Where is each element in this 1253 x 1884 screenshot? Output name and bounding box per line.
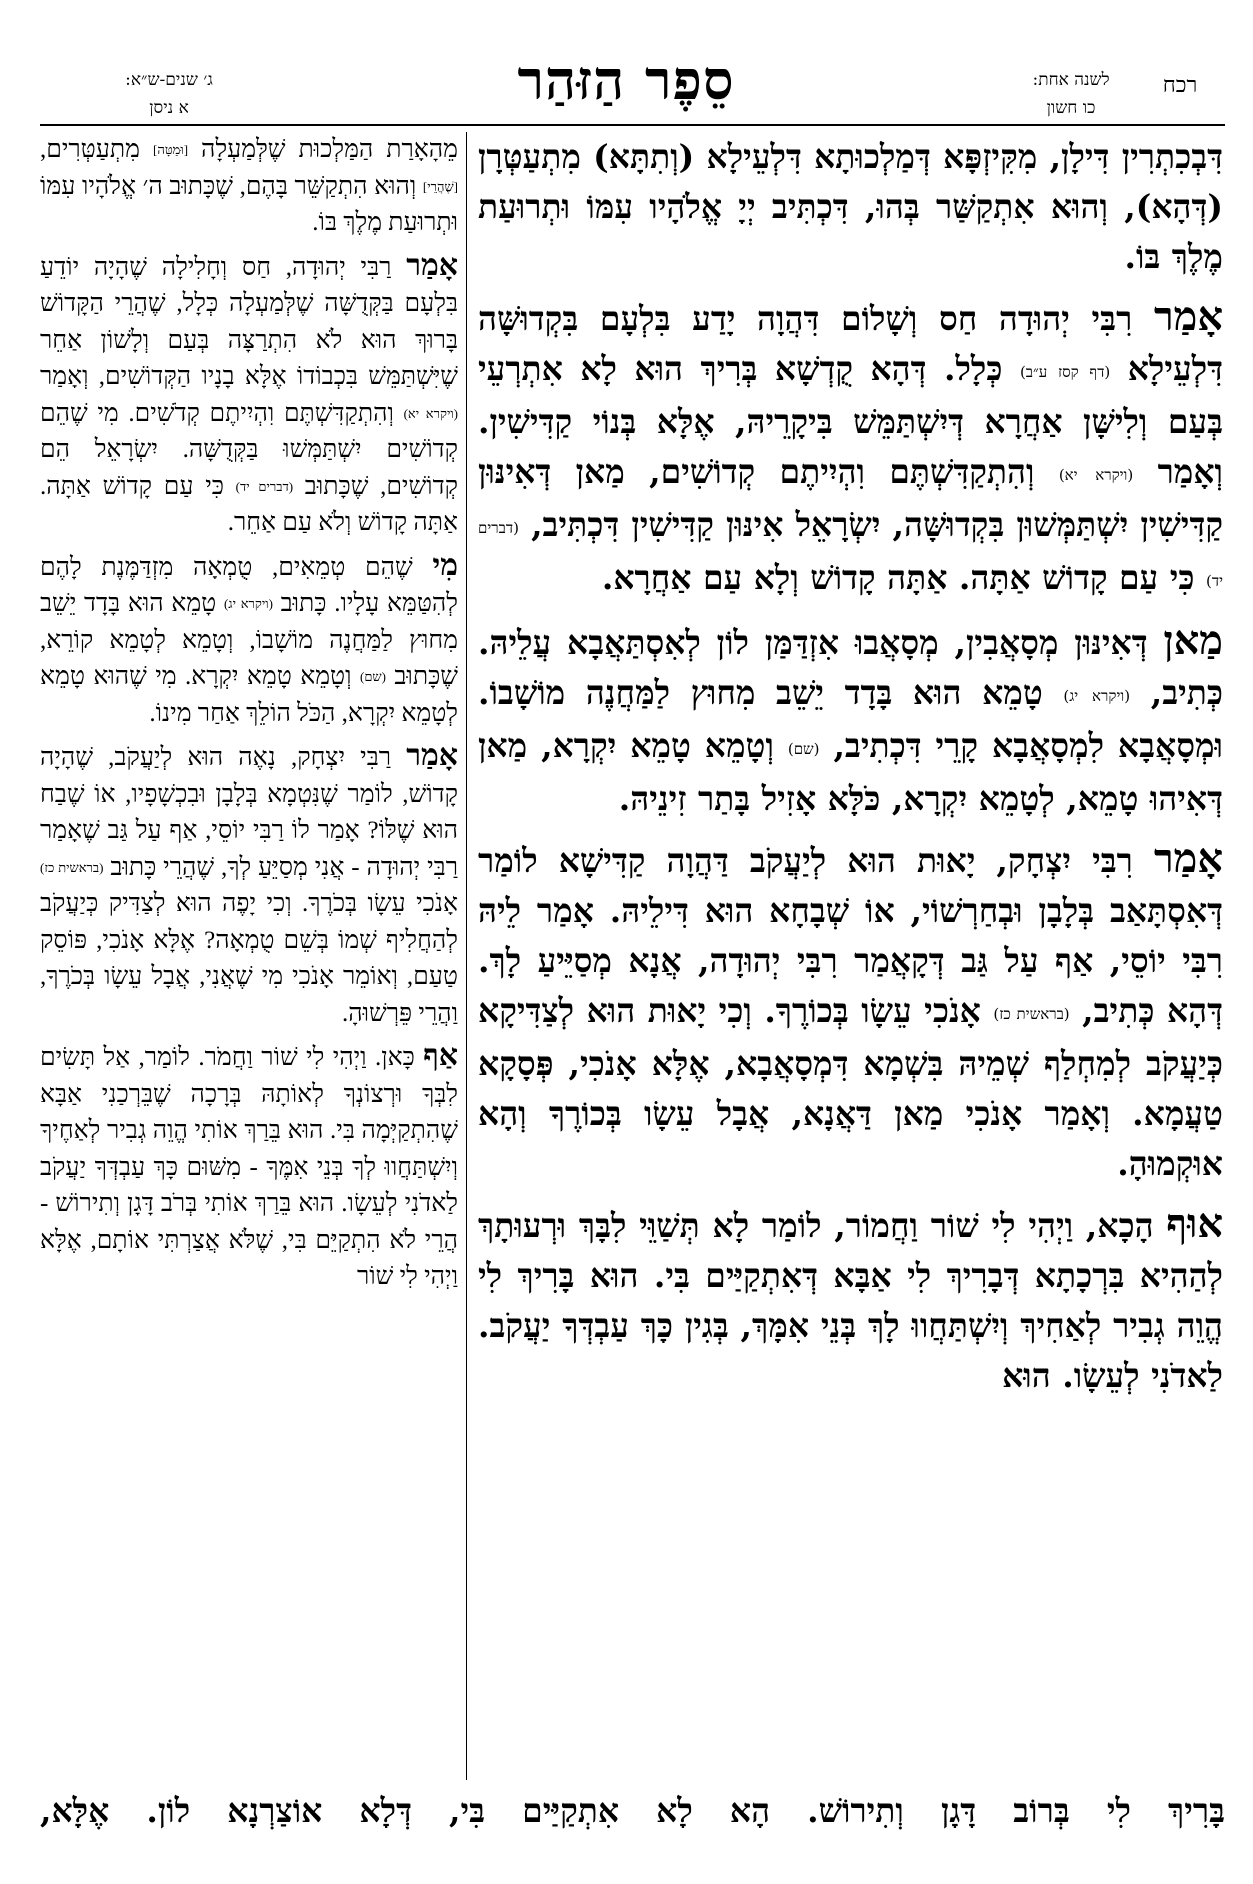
daily-cycle-box [1001,66,1141,122]
main-paragraph-5 [478,1199,1223,1401]
side-p3-text-b: טָמֵא הוּא בָּדָד יֵשֵׁב מִחוּץ לַמַּחֲנֶה מוֹשָׁבוֹ, וְטָמֵא לְטָמֵא קוֹרֵא, שֶׁכָּתוּב [40,590,458,690]
side-p2-text-c: כִּי עַם קָדוֹשׁ אַתָּה. אַתָּה קָדוֹשׁ וְלֹא עַם אַחֵר. [40,472,458,536]
header-rule [40,124,1225,126]
main-p2-text-c: וְהִתְקַדִּשְׁתֶּם וִהְיִיתֶם קְדוֹשִׁים, מַאן דְּאִינּוּן קַדִּישִׁין יִשְׁתַּמְּשׁוּן בִּקְדוּשָּׁה, יִשְׂרָאֵל אִינּוּן קַדִּישִׁין דִּכְתִּיב, [478,452,1223,544]
side-paragraph-2 [40,248,458,542]
main-p2-opener: אָמַר [1153,293,1223,340]
main-p2-text-b: כְּלָל. דְּהָא קֻדְשָׁא בְּרִיךְ הוּא לָא אִתְרְעֵי בְּעַם וְלִישָּׁן אַחֲרָא דְּיִשְׁתַּמֵּשׁ בִּיקָרֵיהּ, אֶלָּא בְּנוֹי קַדִּישִׁין. וְאָמַר [478,349,1223,491]
book-title: סֵפֶר הַזּהַר [517,48,735,112]
main-p2-verse-ref-1: (ויקרא יא) [1058,466,1134,484]
main-p3-text-a: דְּאִינּוּן מְסָאֲבִין, מְסָאֲבוּ אִזְדַּמַּן לוֹן לְאִסְתַּאֲבָא עֲלֵיהּ. כְּתִיב, [478,623,1223,712]
side-p4-verse-ref: (בראשית כז) [40,859,104,875]
main-p4-text-a: רִבִּי יִצְחָק, יָאוּת הוּא לְיַעֲקֹב דַּהֲוָה קַדִּישָׁא לוֹמַר דְּאִסְתָּאַב בְּלָבָן וּבְחַרְשׁוֹי, אוֹ שְׁבָחָא הוּא דִּילֵיהּ. אָמַר לֵיהּ רִבִּי יוֹסֵי, אַף עַל גַּב דְּקָאֲמַר רִבִּי יְהוּדָה, אֲנָא מְסַיֵּיעַ לָךְ. דְּהָא כְּתִיב, [478,841,1223,1030]
side-p1-text-a: מֵהָאָרַת הַמַּלְכוּת שֶׁלְּמַעְלָה [188,136,458,163]
main-paragraph-2 [478,292,1223,606]
side-p3-verse-ref-2: (שם) [359,669,386,684]
side-p3-text-c: וְטָמֵא טָמֵא יִקְרָא. מִי שֶׁהוּא טָמֵא לְטָמֵא יִקְרָא, הַכֹּל הוֹלֵךְ אַחַר מִינוֹ. [40,663,458,727]
side-p2-verse-ref-2: (דברים יד) [235,478,294,494]
three-year-cycle-date: א ניסן [149,98,189,118]
side-p4-text-b: אָנֹכִי עֵשָׂו בְּכֹרֶךָ. וְכִי יָפֶה הוּא לְצַדִּיק כְּיַעֲקֹב לְהַחֲלִיף שְׁמוֹ בְּשֵׁם טֻמְאָה? אֶלָּא אָנֹכִי, פּוֹסֵק טַעַם, וְאוֹמֵר אָנֹכִי מִי שֶׁאֲנִי, אֲבָל עֵשָׂו בְּכֹרֶךָ, וַהֲרֵי פֵּרְשׁוּהָ. [40,890,458,1027]
main-p3-text-c: וְטָמֵא טָמֵא יִקְרָא, מַאן דְּאִיהוּ טָמֵא, לְטָמֵא יִקְרָא, כֹּלָּא אָזִיל בָּתַר זִינֵיהּ. [478,726,1223,818]
main-paragraph-1 [478,132,1223,282]
side-p2-opener: אָמַר [406,248,458,282]
side-p5-text: כָּאן. וַיְהִי לִי שׁוֹר וַחֲמֹר. לוֹמַר, אַל תָּשִׂים לִבְּךָ וּרְצוֹנְךָ לְאוֹתָהּ בְּרָכָה שֶׁבֵּרְכַנִי אַבָּא שֶׁהִתְקַיְּמָה בִּי. הוּא בֵּרַךְ אוֹתִי הֱוֵה גְבִיר לְאַחֶיךָ וְיִשְׁתַּחֲווּ לְךָ בְּנֵי אִמֶּךָ - מִשּׁוּם כָּךְ עַבְדְּךָ יַעֲקֹב לַאדֹנִי לְעֵשָׂו. הוּא בֵּרַךְ אוֹתִי בְּרֹב דָּגָן וְתִירוֹשׁ - הֲרֵי לֹא הִתְקַיֵּם בִּי, שֶׁלֹּא אֲצַרְתִּי אוֹתָם, אֶלָּא וַיְהִי לִי שׁוֹר [40,1044,458,1290]
side-paragraph-1 [40,132,458,242]
side-paragraph-3 [40,548,458,733]
main-p1-text: דִּבְכִתְרִין דִּילָן, מִקִּיזְפָּא דְּמַלְכוּתָא דִּלְעֵילָא (וְתִתָּא) מִתְעַטְּרָן (דְּהָא), וְהוּא אִתְקַשַּׁר בְּהוּ, דִּכְתִּיב יְיָ אֱלֹהָיו עִמּוֹ וּתְרוּעַת מֶלֶךְ בּוֹ. [478,137,1223,276]
side-p1-text-c: וְהוּא הִתְקַשֵּׁר בָּהֶם, שֶׁכָּתוּב ה׳ אֱלֹהָיו עִמּוֹ וּתְרוּעַת מֶלֶךְ בּוֹ. [40,172,458,236]
side-p5-opener: אַף [423,1039,458,1072]
side-p1-text-b: מִתְעַטְּרִים, [40,136,154,163]
side-paragraph-5 [40,1038,458,1296]
side-p2-text-a: רַבִּי יְהוּדָה, חַס וְחָלִילָה שֶׁהָיָה יוֹדֵעַ בִּלְעָם בַּקְּדֻשָּׁה שֶׁלְּמַעְלָה כְּלָל, שֶׁהֲרֵי הַקָּדוֹשׁ בָּרוּךְ הוּא לֹא הִתְרַצָּה בְּעַם וְלָשׁוֹן אַחֵר שֶׁיִּשְׁתַּמֵּשׁ בִּכְבוֹדוֹ אֶלָּא בָנָיו הַקְּדוֹשִׁים, וְאָמַר [40,253,458,390]
daily-cycle-date: כו חשון [1046,98,1096,118]
side-p1-bracket-1: [וּמַטָּה] [153,142,189,157]
main-p3-opener: מַאן [1163,617,1223,664]
side-paragraph-4 [40,738,458,1032]
main-p3-verse-ref-1: (ויקרא יג) [1063,687,1131,705]
side-p3-opener: מִי [432,548,458,582]
main-p2-folio-ref: (דף קסז ע״ב) [1019,363,1111,381]
main-p3-verse-ref-2: (שם) [787,740,820,758]
main-paragraph-3 [478,616,1223,824]
side-p2-text-b: וְהִתְקַדִּשְׁתֶּם וִהְיִיתֶם קְדֹשִׁים. מִי שֶׁהֵם קְדוֹשִׁים יִשְׁתַּמְּשׁוּ בַּקְּדֻשָּׁה. יִשְׂרָאֵל הֵם קְדוֹשִׁים, שֶׁכָּתוּב [40,399,458,500]
main-p4-verse-ref: (בראשית כז) [993,1005,1070,1023]
hebrew-translation-column [40,132,458,1782]
side-p4-opener: אָמַר [406,739,458,772]
three-year-cycle-label: ג׳ שנים-ש״א: [125,70,213,90]
main-p4-text-b: אָנֹכִי עֵשָׂו בְּכוֹרֶךָ. וְכִי יָאוּת הוּא לְצַדִּיקָא כְּיַעֲקֹב לְמִחְלַף שְׁמֵיהּ בִּשְׁמָא דִּמְסָאֲבָא, אֶלָּא אָנֹכִי, פְּסָקָא טַעֲמָא. וְאָמַר אָנֹכִי מַאן דַּאֲנָא, אֲבָל עֵשָׂו בְּכוֹרֶךָ וְהָא אוּקְמוּהָ. [478,991,1223,1183]
three-year-cycle-box [54,66,284,122]
main-paragraph-4 [478,834,1223,1189]
side-p1-bracket-2: [שֶׁהֲרֵי] [422,178,458,194]
main-p4-opener: אָמַר [1153,835,1223,882]
main-p5-text: הָכָא, וַיְהִי לִי שׁוֹר וַחֲמוֹר, לוֹמַר לָא תְּשַׁוֵּי לִבָּךְ וּרְעוּתָךְ לְהַהִיא בִּרְכָתָא דְּבָרִיךְ לִי אַבָּא דְּאִתְקַיַּים בִּי. הוּא בָּרִיךְ לִי הֱוֵה גְבִיר לְאַחִיךְ וְיִשְׁתַּחֲווּ לָךְ בְּנֵי אִמָּךְ, בְּגִין כָּךְ עַבְדְּךָ יַעֲקֹב. לַאדֹנִי לְעֵשָׂו. הוּא [478,1206,1223,1395]
column-divider [466,132,467,1780]
side-p4-text-a: רַבִּי יִצְחָק, נָאֶה הוּא לְיַעֲקֹב, שֶׁהָיָה קָדוֹשׁ, לוֹמַר שֶׁנִּטְמָא בְּלָבָן וּבִכְשָׁפָיו, אוֹ שֶׁבַח הוּא שֶׁלּוֹ? אָמַר לוֹ רַבִּי יוֹסֵי, אַף עַל גַּב שֶׁאָמַר רַבִּי יְהוּדָה - אֲנִי מְסַיֵּעַ לְךָ, שֶׁהֲרֵי כָּתוּב [40,744,458,881]
main-p2-text-a: רִבִּי יְהוּדָה חַס וְשָׁלוֹם דִּהֲוָה יָדַע בִּלְעָם בִּקְדוּשָּׁה דִּלְעֵילָא [478,299,1223,388]
full-width-bottom-line: בָּרִיךְ לִי בְּרוֹב דָּגָן וְתִירוֹשׁ. הָא לָא אִתְקַיַּים בִּי, דְּלָא אוֹצַרְנָא לוֹן. אֶלָּא, [40,1791,1225,1830]
side-p2-verse-ref-1: (ויקרא יא) [403,405,458,421]
main-p2-text-d: כִּי עַם קָדוֹשׁ אַתָּה. אַתָּה קָדוֹשׁ וְלָא עַם אַחֲרָא. [601,558,1206,597]
daily-cycle-label: לשנה אחת: [1032,70,1110,90]
main-p3-text-b: טָמֵא הוּא בָּדָד יֵשֵׁב מִחוּץ לַמַּחֲנֶה מוֹשָׁבוֹ. וּמְסָאֲבָא לִמְסָאֲבָא קָרֵי דִּכְתִיב, [478,673,1223,765]
side-p3-text-a: שֶׁהֵם טְמֵאִים, טֻמְאָה מִזְדַּמֶּנֶת לָהֶם לְהִטַּמֵּא עָלָיו. כָּתוּב [40,553,458,617]
main-p2-verse-ref-2: (דברים יד) [478,519,1223,590]
main-p5-opener: אוּף [1166,1200,1223,1247]
aramaic-text-column [478,132,1223,1782]
folio-number: רכח [1162,73,1198,98]
side-p3-verse-ref-1: (ויקרא יג) [223,596,273,611]
